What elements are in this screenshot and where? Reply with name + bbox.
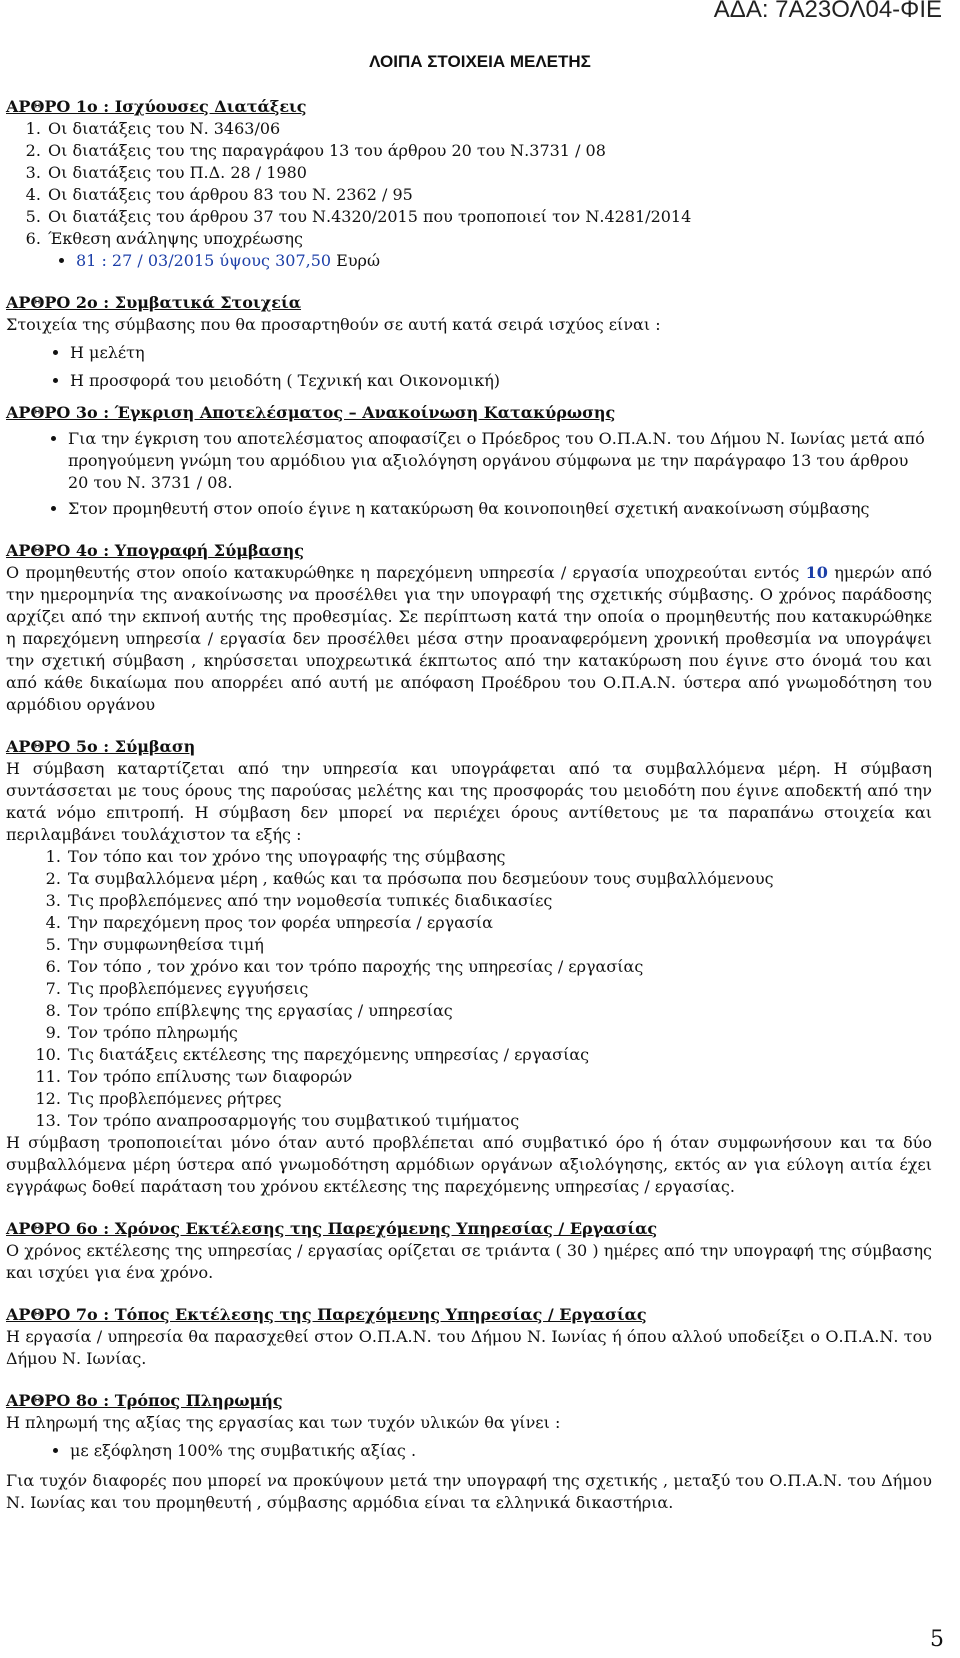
article-5-intro: Η σύμβαση καταρτίζεται από την υπηρεσία και υπογράφεται από τα συμβαλλόμενα μέρη. Η σύμβαση συντάσσεται με τους όρους της παρούσας μελέτης και της προσφοράς του μειοδότη που έγινε αποδεκτή από την κατά νόμο επιτροπή. Η σύμβαση δεν μπορεί να περιέχει όρους αντίθετους με τα παραπάνω στοιχεία και περιλαμβάνει τουλάχιστον τα εξής : — [6, 759, 932, 844]
article-3-heading: ΑΡΘΡΟ 3ο : Έγκριση Αποτελέσματος – Ανακοίνωση Κατακύρωσης — [6, 403, 616, 422]
list-item: 6. Τον τόπο , τον χρόνο και τον τρόπο παροχής της υπηρεσίας / εργασίας — [66, 956, 932, 978]
list-item: • με εξόφληση 100% της συμβατικής αξίας . — [70, 1440, 932, 1462]
article-5-list — [6, 846, 932, 1132]
deadline-days: 10 — [805, 563, 828, 582]
list-item: 9. Τον τρόπο πληρωμής — [66, 1022, 932, 1044]
article-2-intro: Στοιχεία της σύμβασης που θα προσαρτηθούν σε αυτή κατά σειρά ισχύος είναι : — [6, 315, 661, 334]
list-item: 5. Την συμφωνηθείσα τιμή — [66, 934, 932, 956]
decision-reference: 81 : 27 / 03/2015 ύψους 307,50 — [76, 251, 332, 270]
ada-code: ΑΔΑ: 7Α23ΟΛ04-ΦΙΕ — [713, 0, 942, 23]
article-8-outro: Για τυχόν διαφορές που μπορεί να προκύψουν μετά την υπογραφή της σχετικής , μεταξύ του Ο.Π.Α.Ν. του Δήμου Ν. Ιωνίας και του προμηθευτή , σύμβασης αρμόδια είναι τα ελληνικά δικαστήρια. — [6, 1471, 932, 1512]
article-8-bullets — [6, 1440, 932, 1462]
document-body — [6, 96, 932, 1514]
article-1-list — [6, 118, 932, 250]
article-3-bullets — [6, 428, 932, 520]
article-6-heading: ΑΡΘΡΟ 6ο : Χρόνος Εκτέλεσης της Παρεχόμενης Υπηρεσίας / Εργασίας — [6, 1219, 658, 1238]
list-item: 10. Τις διατάξεις εκτέλεσης της παρεχόμενης υπηρεσίας / εργασίας — [66, 1044, 932, 1066]
list-item: 1. Οι διατάξεις του Ν. 3463/06 — [46, 118, 932, 140]
article-7-heading: ΑΡΘΡΟ 7ο : Τόπος Εκτέλεσης της Παρεχόμενης Υπηρεσίας / Εργασίας — [6, 1305, 647, 1324]
article-4-text-end: ημερών από την ημερομηνία της ανακοίνωσης να προσέλθει για την υπογραφή της σχετικής σύμβασης. Ο χρόνος παράδοσης αρχίζει από την εκπνοή αυτής της προθεσμίας. Σε περίπτωση κατά την οποία ο προμηθευτής που κατακυρώθηκε η παρεχόμενη υπηρεσία / εργασία δεν προσέλθει μέσα στην προαναφερόμενη χρονική προθεσμία να υπογράψει την σχετική σύμβαση , κηρύσσεται υποχρεωτικά έκπτωτος από την κατακύρωση που έγινε στο όνομά του και από κάθε δικαίωμα που απορρέει από αυτή με απόφαση Προέδρου του Ο.Π.Α.Ν. ύστερα από γνωμοδότηση του αρμόδιου οργάνου — [6, 563, 933, 714]
list-item: 1. Τον τόπο και τον χρόνο της υπογραφής της σύμβασης — [66, 846, 932, 868]
list-item: 8. Τον τρόπο επίβλεψης της εργασίας / υπηρεσίας — [66, 1000, 932, 1022]
list-item: 3. Οι διατάξεις του Π.Δ. 28 / 1980 — [46, 162, 932, 184]
currency-label: Ευρώ — [331, 251, 381, 270]
list-item: • Η προσφορά του μειοδότη ( Τεχνική και Οικονομική) — [70, 370, 932, 392]
list-item: 11. Τον τρόπο επίλυσης των διαφορών — [66, 1066, 932, 1088]
article-8-heading: ΑΡΘΡΟ 8ο : Τρόπος Πληρωμής — [6, 1391, 283, 1410]
list-item: 7. Τις προβλεπόμενες εγγυήσεις — [66, 978, 932, 1000]
list-item: 5. Οι διατάξεις του άρθρου 37 του Ν.4320/2015 που τροποποιεί τον Ν.4281/2014 — [46, 206, 932, 228]
list-item: 2. Οι διατάξεις του της παραγράφου 13 του άρθρου 20 του Ν.3731 / 08 — [46, 140, 932, 162]
article-7-text: Η εργασία / υπηρεσία θα παρασχεθεί στον Ο.Π.Α.Ν. του Δήμου Ν. Ιωνίας ή όπου αλλού υποδείξει ο Ο.Π.Α.Ν. του Δήμου Ν. Ιωνίας. — [6, 1327, 932, 1368]
list-item: 2. Τα συμβαλλόμενα μέρη , καθώς και τα πρόσωπα που δεσμεύουν τους συμβαλλόμενους — [66, 868, 932, 890]
article-2-heading: ΑΡΘΡΟ 2ο : Συμβατικά Στοιχεία — [6, 293, 302, 312]
article-1-bullets — [6, 250, 932, 272]
list-item: 4. Την παρεχόμενη προς τον φορέα υπηρεσία / εργασία — [66, 912, 932, 934]
article-8-intro: Η πληρωμή της αξίας της εργασίας και των τυχόν υλικών θα γίνει : — [6, 1413, 561, 1432]
list-item: • Για την έγκριση του αποτελέσματος αποφασίζει ο Πρόεδρος του Ο.Π.Α.Ν. του Δήμου Ν. Ιωνίας μετά από προηγούμενη γνώμη του αρμόδιου για αξιολόγηση οργάνου σύμφωνα με την παράγραφο 13 του άρθρου 20 του Ν. 3731 / 08. — [68, 428, 932, 494]
page-title: ΛΟΙΠΑ ΣΤΟΙΧΕΙΑ ΜΕΛΕΤΗΣ — [369, 52, 591, 71]
article-4-heading: ΑΡΘΡΟ 4ο : Υπογραφή Σύμβασης — [6, 541, 305, 560]
list-item: • Η μελέτη — [70, 342, 932, 364]
article-4-text-start: Ο προμηθευτής στον οποίο κατακυρώθηκε η παρεχόμενη υπηρεσία / εργασία υποχρεούται εντός — [6, 563, 806, 582]
article-5-outro: Η σύμβαση τροποποιείται μόνο όταν αυτό προβλέπεται από συμβατικό όρο ή όταν συμφωνήσουν και τα δύο συμβαλλόμενα μέρη ύστερα από γνωμοδότηση αρμόδιων οργάνων αξιολόγησης, εκτός αν για εύλογη αιτία έχει εγγράφως δοθεί παράταση του χρόνου εκτέλεσης της παρεχόμενης υπηρεσίας / εργασίας. — [6, 1133, 932, 1196]
article-1-heading: ΑΡΘΡΟ 1ο : Ισχύουσες Διατάξεις — [6, 97, 307, 116]
article-2-bullets — [6, 342, 932, 392]
list-item: • Στον προμηθευτή στον οποίο έγινε η κατακύρωση θα κοινοποιηθεί σχετική ανακοίνωση σύμβασης — [68, 498, 932, 520]
article-5-heading: ΑΡΘΡΟ 5ο : Σύμβαση — [6, 737, 196, 756]
list-item — [76, 250, 932, 272]
list-item: 4. Οι διατάξεις του άρθρου 83 του Ν. 2362 / 95 — [46, 184, 932, 206]
list-item: 12. Τις προβλεπόμενες ρήτρες — [66, 1088, 932, 1110]
article-4-text — [6, 562, 932, 716]
list-item: 13. Τον τρόπο αναπροσαρμογής του συμβατικού τιμήματος — [66, 1110, 932, 1132]
article-6-text: Ο χρόνος εκτέλεσης της υπηρεσίας / εργασίας ορίζεται σε τριάντα ( 30 ) ημέρες από την υπογραφή της σύμβασης και ισχύει για ένα χρόνο. — [6, 1241, 932, 1282]
list-item: 3. Τις προβλεπόμενες από την νομοθεσία τυπικές διαδικασίες — [66, 890, 932, 912]
page-number: 5 — [930, 1627, 944, 1652]
list-item: 6. Έκθεση ανάληψης υποχρέωσης — [46, 228, 932, 250]
